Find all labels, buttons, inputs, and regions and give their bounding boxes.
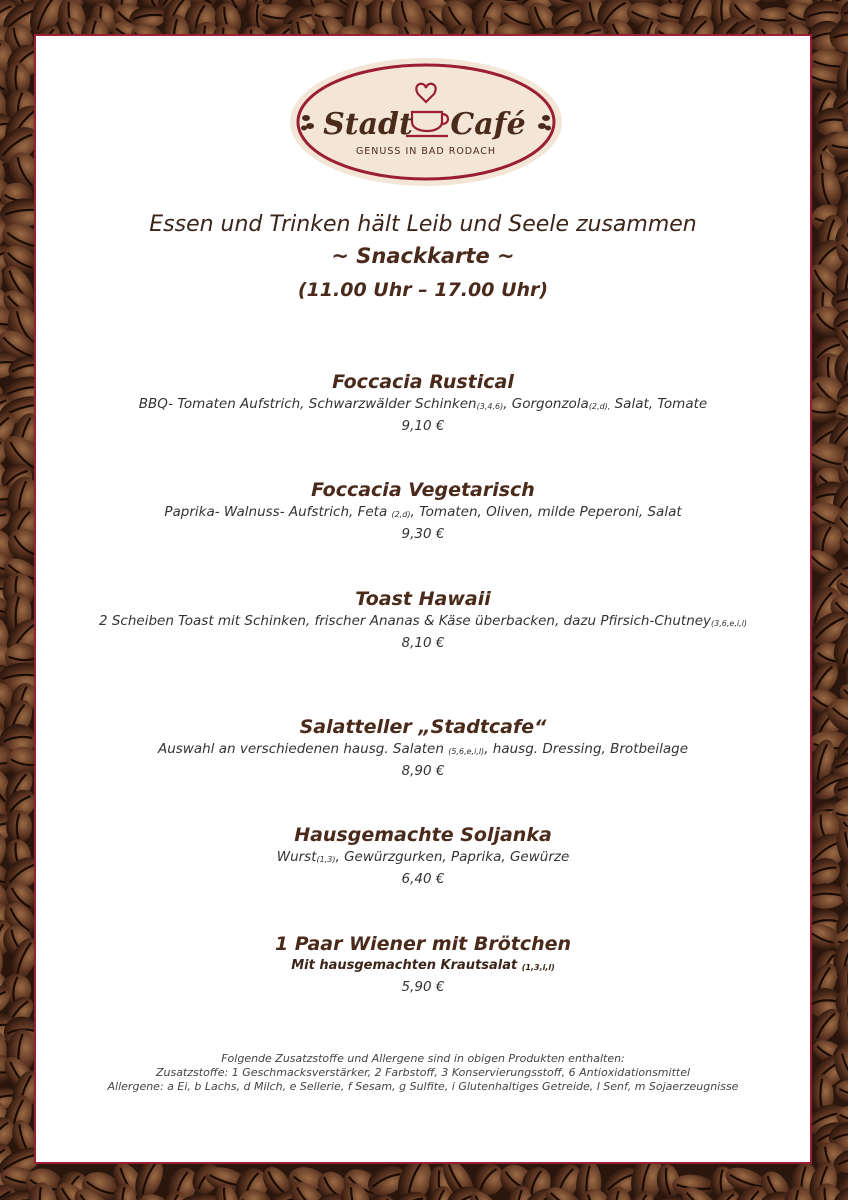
item-name: Foccacia Vegetarisch bbox=[311, 479, 535, 501]
menu-item bbox=[96, 932, 750, 997]
motto: Essen und Trinken hält Leib und Seele zusammen bbox=[149, 212, 697, 237]
item-name: 1 Paar Wiener mit Brötchen bbox=[274, 933, 572, 955]
item-price: 9,30 € bbox=[401, 526, 445, 542]
item-price: 8,10 € bbox=[401, 635, 445, 651]
item-description: Paprika- Walnuss- Aufstrich, Feta $_{(2,d)}$, Tomaten, Oliven, milde Peperoni, Salat bbox=[164, 504, 682, 520]
menu-item bbox=[96, 715, 750, 781]
item-description: Mit hausgemachten Krautsalat $_{(1,3,i,l)}$ bbox=[291, 958, 555, 973]
item-name: Hausgemachte Soljanka bbox=[294, 824, 552, 846]
menu-page bbox=[34, 34, 812, 1164]
svg-text:Café: Café bbox=[450, 107, 526, 142]
item-name: Foccacia Rustical bbox=[332, 371, 514, 393]
item-description: 2 Scheiben Toast mit Schinken, frischer Ananas & Käse überbacken, dazu Pfirsich-Chutney$_{(3,6,e,i,l)}$ bbox=[98, 613, 748, 629]
stadtcafe-logo bbox=[288, 56, 564, 188]
item-price: 9,10 € bbox=[401, 418, 445, 434]
opening-hours: (11.00 Uhr – 17.00 Uhr) bbox=[297, 279, 549, 301]
item-price: 6,40 € bbox=[401, 871, 445, 887]
svg-text:Stadt: Stadt bbox=[323, 107, 413, 142]
allergen-footer bbox=[46, 1052, 800, 1094]
menu-title: ~ Snackkarte ~ bbox=[331, 244, 515, 268]
item-description: Wurst$_{(1,3)}$, Gewürzgurken, Paprika, Gewürze bbox=[276, 849, 570, 865]
item-description: BBQ- Tomaten Aufstrich, Schwarzwälder Schinken$_{(3,4,6)}$, Gorgonzola$_{(2,d),}$ Salat, Tomate bbox=[138, 396, 708, 412]
svg-text:GENUSS IN BAD RODACH: GENUSS IN BAD RODACH bbox=[355, 146, 497, 157]
menu-item bbox=[96, 370, 750, 436]
allergens-list: Allergene: a Ei, b Lachs, d Milch, e Sellerie, f Sesam, g Sulfite, i Glutenhaltiges Getreide, l Senf, m Sojaerzeugnisse bbox=[107, 1080, 739, 1093]
additives-list: Zusatzstoffe: 1 Geschmacksverstärker, 2 Farbstoff, 3 Konservierungsstoff, 6 Antioxidationsmittel bbox=[155, 1066, 691, 1079]
footer-intro: Folgende Zusatzstoffe und Allergene sind in obigen Produkten enthalten: bbox=[221, 1052, 625, 1065]
item-name: Salatteller „Stadtcafe“ bbox=[299, 716, 547, 738]
menu-item bbox=[96, 587, 750, 653]
menu-item bbox=[96, 823, 750, 889]
menu-item bbox=[96, 478, 750, 544]
item-price: 8,90 € bbox=[401, 763, 445, 779]
item-price: 5,90 € bbox=[401, 979, 445, 995]
item-name: Toast Hawaii bbox=[355, 588, 491, 610]
item-description: Auswahl an verschiedenen hausg. Salaten $_{(5,6,e,i,l)}$, hausg. Dressing, Brotbeilage bbox=[157, 741, 689, 757]
